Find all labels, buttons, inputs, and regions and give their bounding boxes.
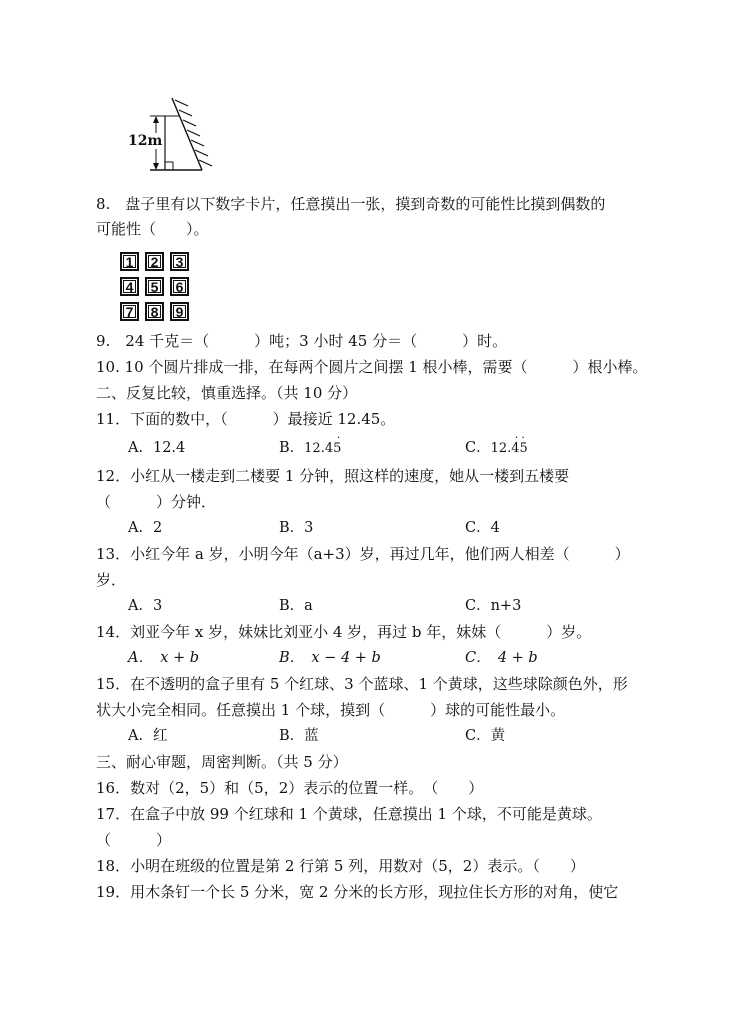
number-cards-grid <box>118 250 192 324</box>
number-card: 8 <box>145 302 164 321</box>
question-11: 11．下面的数中，（ ）最接近 12.45。 <box>96 410 396 428</box>
number-card: 7 <box>120 302 139 321</box>
q15-option-a: A．红 <box>128 728 168 744</box>
repeat-dots: ·· <box>514 431 528 444</box>
question-10: 10. 10 个圆片排成一排，在每两个圆片之间摆 1 根小棒，需要（ ）根小棒。 <box>96 358 648 376</box>
repeat-dot: · <box>336 431 341 444</box>
question-12-line-1: 12．小红从一楼走到二楼要 1 分钟，照这样的速度，她从一楼到五楼要 <box>96 467 570 485</box>
q11-option-c <box>465 431 528 459</box>
q11-option-c-prefix: C． <box>465 440 491 456</box>
q14-option-c: C． 4 + b <box>465 650 538 666</box>
q13-option-b: B．a <box>279 598 313 614</box>
number-card: 1 <box>120 252 139 271</box>
question-13-line-1: 13．小红今年 a 岁，小明今年（a+3）岁，再过几年，他们两人相差（ ） <box>96 545 630 563</box>
question-17-line-1: 17．在盒子中放 99 个红球和 1 个黄球，任意摸出 1 个球，不可能是黄球。 <box>96 805 602 823</box>
q15-option-c: C．黄 <box>465 728 506 744</box>
number-card: 4 <box>120 277 139 296</box>
number-card: 6 <box>170 277 189 296</box>
q11-option-b-prefix: B． <box>279 440 305 456</box>
question-17-line-2: （ ） <box>96 831 172 849</box>
number-card: 2 <box>145 252 164 271</box>
repeating-decimal-value: 12.45 <box>490 441 528 456</box>
question-15-line-2: 状大小完全相同。任意摸出 1 个球，摸到（ ）球的可能性最小。 <box>96 701 566 719</box>
repeating-decimal-value: 12.45 <box>304 441 342 456</box>
number-card: 5 <box>145 277 164 296</box>
section-3-heading: 三、耐心审题，周密判断。（共 5 分） <box>96 753 348 771</box>
slope-figure <box>120 96 230 180</box>
q12-option-b: B．3 <box>279 520 314 536</box>
q13-option-c: C．n+3 <box>465 598 522 614</box>
q14-option-a: A． x + b <box>128 650 200 666</box>
question-12-line-2: （ ）分钟． <box>96 493 217 511</box>
q12-option-a: A．2 <box>128 520 163 536</box>
section-2-heading: 二、反复比较，慎重选择。（共 10 分） <box>96 384 358 402</box>
question-18: 18．小明在班级的位置是第 2 行第 5 列，用数对（5，2）表示。（ ） <box>96 857 585 875</box>
question-19-line-1: 19．用木条钉一个长 5 分米，宽 2 分米的长方形，现拉住长方形的对角，使它 <box>96 883 619 901</box>
question-16: 16．数对（2，5）和（5，2）表示的位置一样。 （ ） <box>96 779 484 797</box>
q11-option-a: A．12.4 <box>128 440 186 456</box>
number-card: 3 <box>170 252 189 271</box>
q11-option-b-number <box>304 431 342 459</box>
question-14: 14．刘亚今年 x 岁，妹妹比刘亚小 4 岁，再过 b 年，妹妹（ ）岁。 <box>96 623 592 641</box>
q12-option-c: C．4 <box>465 520 500 536</box>
q11-option-c-number <box>490 431 528 459</box>
q15-option-b: B．蓝 <box>279 728 319 744</box>
number-card: 9 <box>170 302 189 321</box>
q13-option-a: A．3 <box>128 598 163 614</box>
q14-option-b: B． x − 4 + b <box>279 650 381 666</box>
q11-option-b <box>279 431 342 459</box>
question-9: 9. 24 千克＝（ ）吨；3 小时 45 分＝（ ）时。 <box>96 332 508 350</box>
question-15-line-1: 15．在不透明的盒子里有 5 个红球、3 个蓝球、1 个黄球，这些球除颜色外，形 <box>96 675 628 693</box>
question-13-line-2: 岁． <box>96 571 127 589</box>
question-8-line-2: 可能性（ ）。 <box>96 220 209 238</box>
question-8-line-1: 8. 盘子里有以下数字卡片，任意摸出一张，摸到奇数的可能性比摸到偶数的 <box>96 195 606 213</box>
height-label: 12m <box>128 133 163 149</box>
